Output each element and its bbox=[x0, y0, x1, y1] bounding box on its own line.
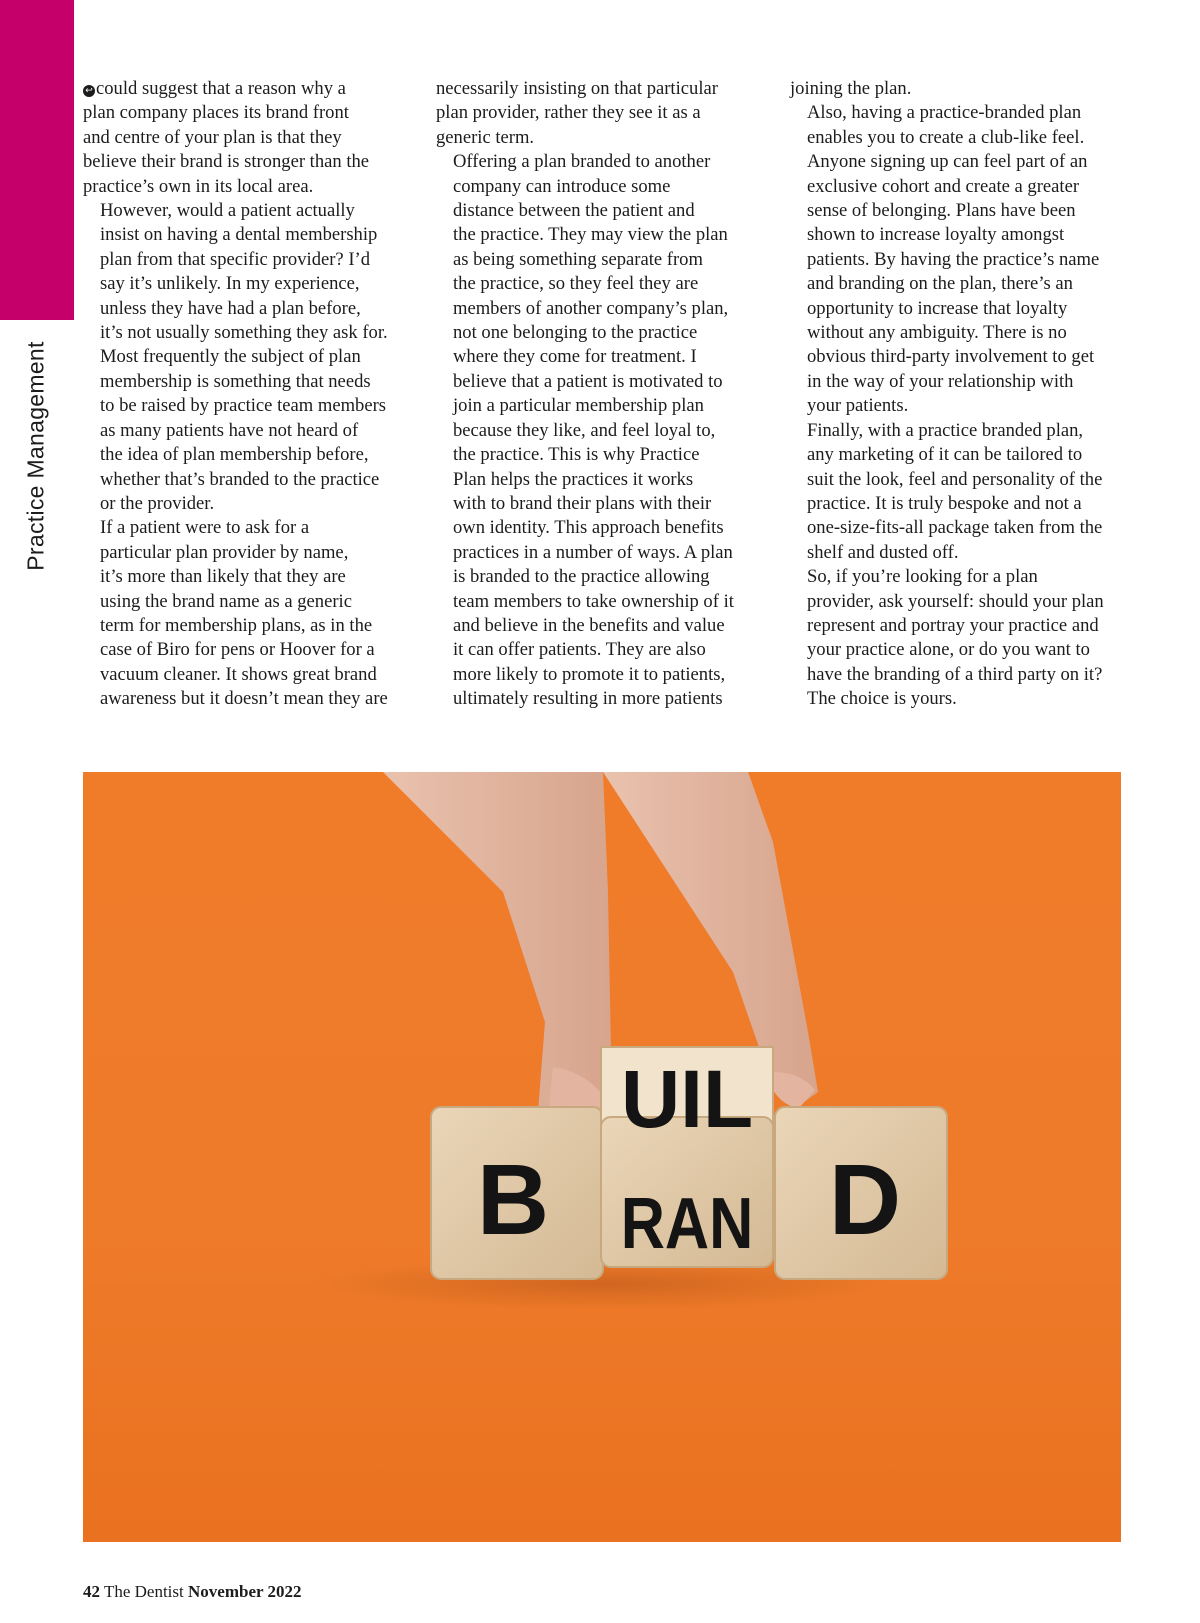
line-text: believe that a patient is motivated to bbox=[453, 370, 723, 392]
build-brand-cubes-photo bbox=[83, 772, 1121, 1542]
text-line bbox=[790, 199, 1124, 223]
line-text: company can introduce some bbox=[453, 175, 671, 197]
line-text: it’s more than likely that they are bbox=[100, 566, 346, 588]
line-text: with to brand their plans with their bbox=[453, 492, 712, 514]
line-text: the practice. This is why Practice bbox=[453, 444, 700, 466]
line-text: patients. By having the practice’s name bbox=[807, 248, 1100, 270]
line-text: members of another company’s plan, bbox=[453, 297, 729, 319]
line-text: practice’s own in its local area. bbox=[83, 175, 314, 197]
paragraph bbox=[790, 101, 1124, 418]
line-text: without any ambiguity. There is no bbox=[807, 322, 1067, 344]
line-text: term for membership plans, as in the bbox=[100, 614, 373, 636]
line-text: case of Biro for pens or Hoover for a bbox=[100, 639, 375, 661]
line-text: plan company places its brand front bbox=[83, 102, 349, 124]
cube-letter-d: D bbox=[828, 1144, 902, 1256]
issue-date: November 2022 bbox=[188, 1582, 302, 1601]
text-line bbox=[436, 516, 770, 540]
text-line bbox=[790, 77, 1124, 101]
paragraph bbox=[790, 419, 1124, 565]
line-text: unless they have had a plan before, bbox=[100, 297, 361, 319]
text-line bbox=[83, 370, 417, 394]
line-text: the practice, so they feel they are bbox=[453, 273, 699, 295]
line-text: provider, ask yourself: should your plan bbox=[807, 590, 1104, 612]
line-text: sense of belonging. Plans have been bbox=[807, 200, 1076, 222]
text-line bbox=[83, 614, 417, 638]
text-line bbox=[83, 199, 417, 223]
text-line bbox=[436, 394, 770, 418]
text-line bbox=[436, 150, 770, 174]
line-text: to be raised by practice team members bbox=[100, 395, 387, 417]
line-text: awareness but it doesn’t mean they are bbox=[100, 688, 388, 710]
text-line bbox=[790, 223, 1124, 247]
text-line bbox=[83, 516, 417, 540]
text-line bbox=[83, 77, 417, 101]
line-text: plan from that specific provider? I’d bbox=[100, 248, 371, 270]
line-text: practices in a number of ways. A plan bbox=[453, 541, 733, 563]
text-line bbox=[436, 321, 770, 345]
page-number: 42 bbox=[83, 1582, 100, 1601]
text-line bbox=[83, 492, 417, 516]
line-text: could suggest that a reason why a bbox=[96, 78, 346, 99]
text-line bbox=[790, 614, 1124, 638]
text-line bbox=[83, 565, 417, 589]
text-line bbox=[436, 223, 770, 247]
text-line bbox=[436, 565, 770, 589]
text-line bbox=[83, 101, 417, 125]
text-line bbox=[436, 77, 770, 101]
line-text: Plan helps the practices it works bbox=[453, 468, 694, 490]
line-text: necessarily insisting on that particular bbox=[436, 78, 718, 99]
text-line bbox=[436, 687, 770, 711]
line-text: and believe in the benefits and value bbox=[453, 614, 725, 636]
line-text: in the way of your relationship with bbox=[807, 370, 1074, 392]
line-text: because they like, and feel loyal to, bbox=[453, 419, 716, 441]
line-text: any marketing of it can be tailored to bbox=[807, 444, 1083, 466]
line-text: practice. It is truly bespoke and not a bbox=[807, 492, 1082, 514]
paragraph bbox=[83, 199, 417, 516]
text-line bbox=[83, 297, 417, 321]
text-line bbox=[436, 297, 770, 321]
continuation-arrow-icon: ↩ bbox=[83, 85, 95, 97]
cube-d bbox=[775, 1107, 947, 1279]
text-line bbox=[790, 248, 1124, 272]
line-text: whether that’s branded to the practice bbox=[100, 468, 380, 490]
text-line bbox=[436, 419, 770, 443]
text-line bbox=[436, 370, 770, 394]
article-column-2 bbox=[436, 77, 770, 712]
line-text: plan provider, rather they see it as a bbox=[436, 102, 701, 124]
text-line bbox=[790, 272, 1124, 296]
line-text: Finally, with a practice branded plan, bbox=[807, 419, 1084, 441]
text-line bbox=[83, 175, 417, 199]
line-text: suit the look, feel and personality of the bbox=[807, 468, 1103, 490]
line-text: membership is something that needs bbox=[100, 370, 371, 392]
cube-letter-b: B bbox=[476, 1144, 550, 1256]
line-text: exclusive cohort and create a greater bbox=[807, 175, 1080, 197]
text-line bbox=[790, 687, 1124, 711]
text-line bbox=[436, 638, 770, 662]
text-line bbox=[790, 101, 1124, 125]
line-text: have the branding of a third party on it? bbox=[807, 663, 1103, 685]
paragraph bbox=[83, 516, 417, 711]
text-line bbox=[790, 468, 1124, 492]
line-text: and branding on the plan, there’s an bbox=[807, 273, 1073, 295]
paragraph bbox=[436, 77, 770, 150]
paragraph bbox=[790, 77, 1124, 101]
line-text: one-size-fits-all package taken from the bbox=[807, 517, 1103, 539]
line-text: joining the plan. bbox=[790, 78, 912, 99]
section-label: Practice Management bbox=[22, 341, 49, 571]
line-text: as many patients have not heard of bbox=[100, 419, 359, 441]
text-line bbox=[436, 126, 770, 150]
text-line bbox=[436, 248, 770, 272]
line-text: particular plan provider by name, bbox=[100, 541, 349, 563]
text-line bbox=[790, 565, 1124, 589]
line-text: distance between the patient and bbox=[453, 200, 695, 222]
line-text: own identity. This approach benefits bbox=[453, 517, 724, 539]
text-line bbox=[83, 443, 417, 467]
paragraph bbox=[436, 150, 770, 711]
line-text: opportunity to increase that loyalty bbox=[807, 297, 1068, 319]
text-line bbox=[436, 663, 770, 687]
paragraph bbox=[83, 77, 417, 199]
text-line bbox=[83, 394, 417, 418]
line-text: ultimately resulting in more patients bbox=[453, 688, 723, 710]
line-text: and centre of your plan is that they bbox=[83, 126, 342, 148]
line-text: enables you to create a club-like feel. bbox=[807, 126, 1085, 148]
line-text: Anyone signing up can feel part of an bbox=[807, 151, 1088, 173]
text-line bbox=[436, 345, 770, 369]
text-line bbox=[790, 321, 1124, 345]
line-text: where they come for treatment. I bbox=[453, 346, 697, 368]
line-text: shown to increase loyalty amongst bbox=[807, 224, 1065, 246]
text-line bbox=[436, 175, 770, 199]
line-text: join a particular membership plan bbox=[453, 395, 704, 417]
text-line bbox=[83, 223, 417, 247]
text-line bbox=[436, 492, 770, 516]
text-line bbox=[83, 590, 417, 614]
line-text: generic term. bbox=[436, 126, 535, 148]
line-text: the idea of plan membership before, bbox=[100, 444, 369, 466]
line-text: obvious third-party involvement to get bbox=[807, 346, 1095, 368]
line-text: using the brand name as a generic bbox=[100, 590, 352, 612]
text-line bbox=[790, 663, 1124, 687]
text-line bbox=[790, 541, 1124, 565]
line-text: However, would a patient actually bbox=[100, 200, 355, 222]
text-line bbox=[436, 101, 770, 125]
section-color-bar bbox=[0, 0, 74, 320]
article-column-3 bbox=[790, 77, 1124, 712]
text-line bbox=[83, 272, 417, 296]
line-text: it’s not usually something they ask for. bbox=[100, 322, 388, 344]
text-line bbox=[83, 126, 417, 150]
line-text: Most frequently the subject of plan bbox=[100, 346, 361, 368]
line-text: The choice is yours. bbox=[807, 688, 957, 710]
text-line bbox=[790, 150, 1124, 174]
text-line bbox=[436, 590, 770, 614]
text-line bbox=[83, 419, 417, 443]
cube-b bbox=[431, 1107, 603, 1279]
line-text: team members to take ownership of it bbox=[453, 590, 734, 612]
line-text: Also, having a practice-branded plan bbox=[807, 102, 1082, 124]
text-line bbox=[83, 345, 417, 369]
text-line bbox=[436, 272, 770, 296]
text-line bbox=[790, 175, 1124, 199]
line-text: or the provider. bbox=[100, 492, 215, 514]
line-text: your practice alone, or do you want to bbox=[807, 639, 1090, 661]
cube-letters-uil: UIL bbox=[620, 1054, 754, 1145]
article-column-1 bbox=[83, 77, 417, 712]
line-text: not one belonging to the practice bbox=[453, 322, 698, 344]
text-line bbox=[83, 321, 417, 345]
text-line bbox=[790, 443, 1124, 467]
text-line bbox=[790, 297, 1124, 321]
line-text: as being something separate from bbox=[453, 248, 703, 270]
line-text: is branded to the practice allowing bbox=[453, 566, 710, 588]
line-text: it can offer patients. They are also bbox=[453, 639, 706, 661]
text-line bbox=[83, 638, 417, 662]
text-line bbox=[436, 614, 770, 638]
text-line bbox=[790, 590, 1124, 614]
text-line bbox=[790, 345, 1124, 369]
text-line bbox=[790, 516, 1124, 540]
text-line bbox=[83, 468, 417, 492]
publication-name: The Dentist bbox=[103, 1582, 184, 1601]
text-line bbox=[790, 126, 1124, 150]
text-line bbox=[83, 150, 417, 174]
line-text: If a patient were to ask for a bbox=[100, 517, 310, 539]
text-line bbox=[790, 419, 1124, 443]
text-line bbox=[83, 663, 417, 687]
text-line bbox=[790, 492, 1124, 516]
text-line bbox=[83, 687, 417, 711]
text-line bbox=[83, 248, 417, 272]
text-line bbox=[790, 394, 1124, 418]
line-text: insist on having a dental membership bbox=[100, 224, 378, 246]
text-line bbox=[436, 468, 770, 492]
line-text: shelf and dusted off. bbox=[807, 541, 959, 563]
text-line bbox=[436, 443, 770, 467]
line-text: vacuum cleaner. It shows great brand bbox=[100, 663, 377, 685]
text-line bbox=[436, 541, 770, 565]
line-text: the practice. They may view the plan bbox=[453, 224, 728, 246]
text-line bbox=[83, 541, 417, 565]
page-footer bbox=[83, 1582, 301, 1602]
text-line bbox=[790, 638, 1124, 662]
line-text: represent and portray your practice and bbox=[807, 614, 1099, 636]
cube-uil-ran bbox=[601, 1047, 773, 1267]
text-line bbox=[790, 370, 1124, 394]
line-text: your patients. bbox=[807, 395, 909, 417]
line-text: So, if you’re looking for a plan bbox=[807, 566, 1038, 588]
line-text: more likely to promote it to patients, bbox=[453, 663, 726, 685]
cube-letters-ran: RAN bbox=[620, 1184, 754, 1265]
paragraph bbox=[790, 565, 1124, 711]
line-text: Offering a plan branded to another bbox=[453, 151, 711, 173]
line-text: believe their brand is stronger than the bbox=[83, 151, 370, 173]
line-text: say it’s unlikely. In my experience, bbox=[100, 273, 360, 295]
text-line bbox=[436, 199, 770, 223]
